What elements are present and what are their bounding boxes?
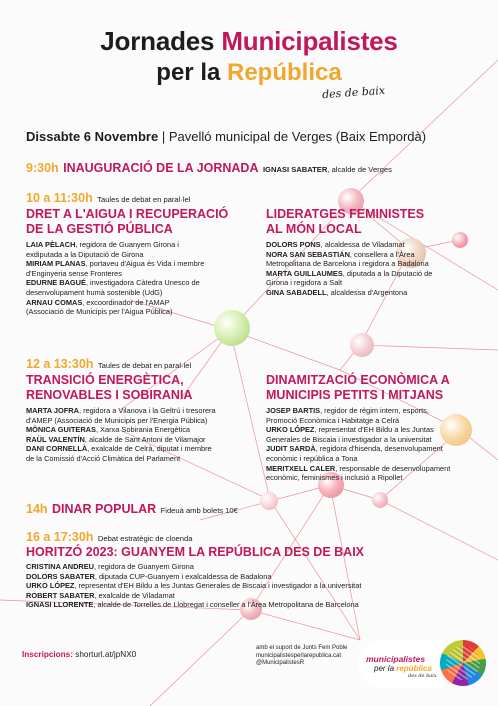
logo-text-per-la-republica (374, 664, 432, 673)
speaker-name: NORA SAN SEBASTIÁN (266, 249, 350, 259)
speaker-name: MÒNICA GUITERAS (26, 425, 96, 435)
speaker-name: JUDIT SARDÀ (266, 444, 316, 454)
speaker-name: DANI CORNELLÀ (26, 444, 88, 454)
speaker-line (26, 259, 266, 269)
social-handle[interactable]: @MunicipalistesR (256, 660, 305, 666)
session1-header (26, 189, 190, 207)
speaker-role: , alcaldessa de Viladamat (320, 240, 405, 249)
speaker-line (26, 435, 266, 445)
speaker-role: , exalcalde de Viladamat (94, 590, 175, 600)
speaker-role: , excoordinador de l'AMAP (82, 297, 170, 307)
speaker-line (26, 454, 266, 464)
logo-text-des-de-baix: des de baix (408, 673, 437, 679)
yarn-ball-texture (446, 646, 480, 680)
session2-note: Taules de debat en paral·lel (97, 361, 192, 370)
speaker-role: econòmic, feminismes i inclusió a Ripollet (266, 473, 403, 483)
opening-time: 9:30h (26, 161, 59, 175)
logo-text-republica: república (396, 664, 432, 673)
speaker-name: LAIA PÈLACH (26, 240, 76, 249)
speaker-role: , regidora de Guanyem Girona i (75, 240, 179, 249)
speaker-line (26, 600, 486, 610)
speaker-name: URKO LÓPEZ (266, 425, 315, 435)
speaker-line (26, 425, 266, 435)
session2-right-speakers (266, 406, 496, 483)
speaker-role: de la Comissió d'Acció Climàtica del Parlament (26, 453, 181, 463)
session2-right (266, 373, 496, 483)
speaker-role: d'AMEP (Associació de Municipis per l'Energia Pública) (26, 415, 208, 425)
session2-right-title1: DINAMITZACIÓ ECONÒMICA A (266, 373, 450, 387)
event-date: Dissabte 6 Novembre (26, 129, 159, 144)
speaker-role: , Xarxa Sobirania Energètica (95, 425, 191, 435)
speaker-name: CRISTINA ANDREU (26, 562, 95, 571)
speaker-role: , consellera a l'Àrea (349, 249, 415, 259)
pin-decoration (372, 492, 388, 508)
speaker-role: , investigadora Càtedra Unesco de (85, 278, 200, 288)
speaker-role: , regidora de Guanyem Girona (94, 562, 194, 571)
speaker-line (26, 416, 266, 426)
session2-left-title1: TRANSICIÓ ENERGÈTICA, (26, 373, 184, 387)
speaker-line (26, 444, 266, 454)
session1-left (26, 207, 266, 317)
speaker-role: , diputada a la Diputació de (342, 268, 433, 278)
speaker-role: , portaveu d'Aigua és Vida i membre (85, 259, 205, 269)
speaker-role: , regidora d'hisenda, desenvolupament (315, 444, 443, 454)
speaker-line (266, 435, 496, 445)
speaker-role: , diputada CUP-Guanyem i exalcaldessa de Badalona (94, 571, 272, 581)
lunch-time: 14h (26, 502, 48, 516)
session2-left-speakers (26, 406, 266, 464)
session2-left-title2: RENOVABLES I SOBIRANIA (26, 388, 193, 402)
speaker-name: DOLORS PONS (266, 240, 321, 249)
speaker-role: d'Enginyeria sense Fronteres (26, 268, 122, 278)
session1-right-title1: LIDERATGES FEMINISTES (266, 207, 425, 221)
speaker-line (266, 259, 496, 269)
speaker-line (26, 307, 266, 317)
speaker-role: Girona i regidora a Salt (266, 278, 342, 288)
speaker-role: , alcalde de Torrelles de Llobregat i conseller a l'Àrea Metropolitana de Barcelona (93, 600, 359, 610)
speaker-line (266, 416, 496, 426)
speaker-line (266, 473, 496, 483)
pin-decoration (260, 492, 278, 510)
session3-time: 16 a 17:30h (26, 530, 94, 544)
speaker-role: , regidora a Vilanova i la Geltrú i tresorera (78, 406, 216, 415)
speaker-line (266, 454, 496, 464)
session1-time: 10 a 11:30h (26, 191, 93, 205)
opening-role: , alcalde de Verges (327, 165, 392, 174)
session2-left (26, 373, 266, 464)
speaker-line (266, 278, 496, 288)
session1-left-title2: DE LA GESTIÓ PÚBLICA (26, 222, 173, 236)
logo-text-per-la: per la (374, 664, 397, 673)
speaker-line (266, 250, 496, 260)
speaker-name: MIRIAM PLANAS (26, 259, 86, 269)
lunch-row (26, 500, 238, 518)
poster-title-line1 (0, 26, 498, 57)
title-word-republica: República (227, 59, 342, 86)
support-info (256, 645, 347, 668)
speaker-line (26, 591, 486, 601)
session1-right (266, 207, 496, 298)
session3-title: HORITZÓ 2023: GUANYEM LA REPÚBLICA DES DE BAIX (26, 545, 365, 559)
poster-tagline: des de baix (321, 83, 386, 102)
speaker-name: EDURNE BAGUÉ (26, 278, 86, 288)
speaker-name: MARTA JOFRA (26, 406, 79, 415)
speaker-line (26, 406, 266, 416)
logo-text-municipalistes: municipalistes (366, 654, 426, 664)
opening-title: INAUGURACIÓ DE LA JORNADA (63, 161, 259, 175)
speaker-role: Generales de Biscaia i investigador a la universitat (266, 434, 432, 444)
support-line: amb el suport de Junts Fem Poble (256, 645, 348, 651)
registration-label: Inscripcions: (22, 650, 73, 659)
speaker-line (26, 298, 266, 308)
speaker-line (266, 464, 496, 474)
speaker-name: MERITXELL CALER (266, 463, 336, 473)
session2-header (26, 355, 191, 373)
speaker-line (26, 240, 266, 250)
session1-left-title1: DRET A L'AIGUA I RECUPERACIÓ (26, 207, 229, 221)
speaker-line (26, 288, 266, 298)
session3-note: Debat estratègic de cloenda (97, 534, 193, 543)
website-link[interactable]: municipalistesperlarepublica.cat (256, 652, 342, 659)
session1-right-title2: AL MÓN LOCAL (266, 222, 362, 236)
title-word-per-la: per la (156, 59, 227, 86)
session3-header (26, 528, 192, 546)
speaker-line (266, 406, 496, 416)
speaker-role: (Associació de Municipis per l'Aigua Pública) (26, 307, 173, 317)
speaker-role: , alcalde de Sant Antoni de Vilamajor (84, 434, 206, 444)
session1-right-speakers (266, 240, 496, 298)
speaker-role: , representat d'EH Bildu a les Juntas Generales de Biscaia i investigador a la universitat (74, 581, 362, 591)
speaker-name: URKO LÓPEZ (26, 581, 75, 591)
speaker-role: desenvolupament humà sostenible (UdG) (26, 287, 163, 297)
speaker-role: exdiputada a la Diputació de Girona (26, 249, 144, 259)
opening-row (26, 159, 392, 177)
speaker-line (26, 269, 266, 279)
speaker-role: , exalcalde de Celrà, diputat i membre (87, 444, 212, 454)
speaker-role: , alcaldessa d'Argentona (326, 287, 408, 297)
session1-left-speakers (26, 240, 266, 317)
speaker-role: , representat d'EH Bildu a les Juntas (314, 425, 434, 435)
speaker-role: Metropolitana de Barcelona i regidora a Badalona (266, 259, 429, 269)
speaker-name: GINA SABADELL (266, 287, 327, 297)
speaker-line (266, 269, 496, 279)
title-word-jornades: Jornades (100, 26, 222, 56)
event-date-place (26, 129, 486, 144)
speaker-name: DOLORS SABATER (26, 571, 95, 581)
speaker-name: IGNASI LLORENTE (26, 600, 94, 610)
speaker-name: JOSEP BARTIS (266, 406, 321, 415)
speaker-line (266, 444, 496, 454)
poster-title-line2 (0, 59, 498, 87)
speaker-line (26, 581, 486, 591)
speaker-line (26, 278, 266, 288)
speaker-name: ARNAU COMAS (26, 297, 83, 307)
registration (22, 650, 136, 659)
registration-link[interactable]: shorturl.at/jpNX0 (75, 650, 137, 659)
pin-decoration (350, 333, 374, 357)
date-separator: | (158, 129, 169, 144)
session3-speakers (26, 562, 486, 610)
speaker-role: Promoció Econòmica i Habitatge a Celrà (266, 415, 400, 425)
speaker-name: MARTA GUILLAUMES (266, 268, 343, 278)
opening-speaker: IGNASI SABATER (262, 165, 328, 174)
speaker-role: , responsable de desenvolupament (335, 463, 451, 473)
session1-note: Taules de debat en paral·lel (97, 195, 191, 204)
speaker-line (266, 240, 496, 250)
title-word-municipalistes: Municipalistes (221, 26, 398, 56)
speaker-line (26, 250, 266, 260)
session2-right-title2: MUNICIPIS PETITS I MITJANS (266, 388, 444, 402)
lunch-title: DINAR POPULAR (52, 502, 157, 516)
speaker-line (26, 572, 486, 582)
speaker-name: RAÜL VALENTÍN (26, 434, 85, 444)
speaker-line (266, 425, 496, 435)
speaker-role: econòmic i república a Tona (266, 453, 358, 463)
session2-time: 12 a 13:30h (26, 357, 94, 371)
speaker-line (26, 562, 486, 572)
lunch-note: Fideuà amb bolets 10€ (160, 506, 238, 515)
event-place: Pavelló municipal de Verges (Baix Empordà) (168, 129, 427, 144)
session3-body (26, 545, 486, 610)
speaker-line (266, 288, 496, 298)
speaker-role: , regidor de règim intern, esports, (320, 406, 429, 415)
speaker-name: ROBERT SABATER (26, 590, 95, 600)
